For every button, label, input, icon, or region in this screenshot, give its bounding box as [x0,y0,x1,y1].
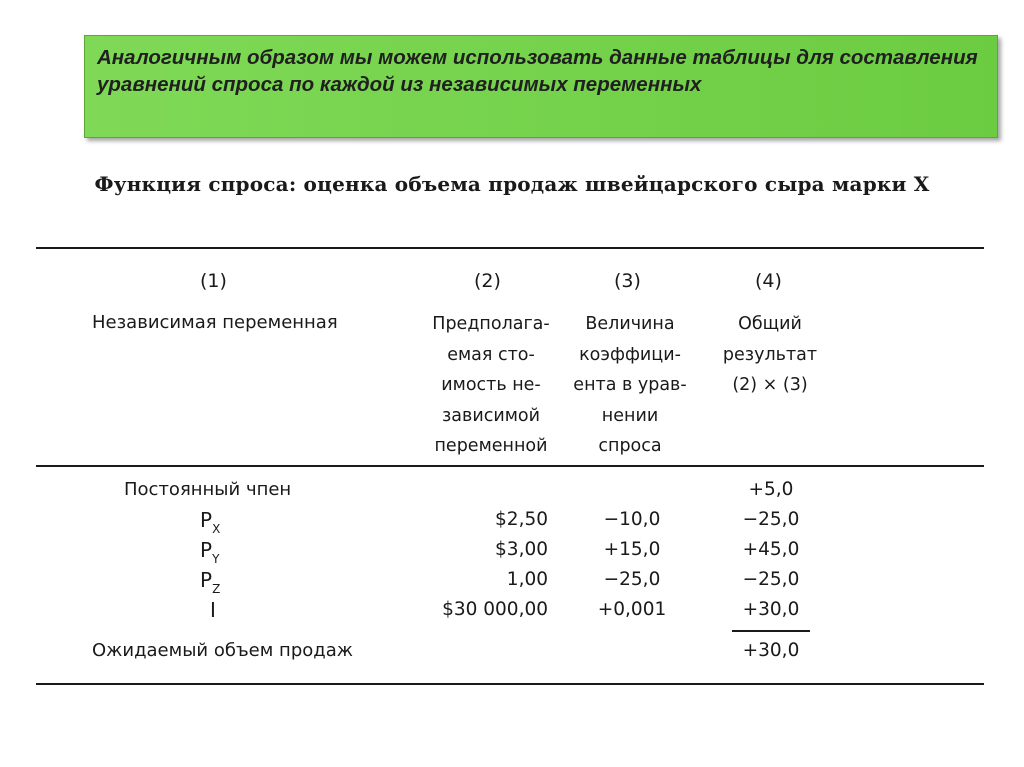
row-result-income: +30,0 [742,599,800,620]
row-var-py: $P_Y$ [200,538,220,566]
row-result-px: −25,0 [742,509,800,530]
row-coef-income: +0,001 [597,599,667,620]
top-rule [36,247,984,249]
header-total-result: Общий результат (2) × (3) [722,314,818,395]
header-coefficient: Величина коэффици- ента в урав- нении спроса [573,314,687,456]
sum-rule [732,630,810,632]
bottom-rule [36,683,984,685]
col-number-4: (4) [755,270,782,292]
row-value-income: $30 000,00 [442,599,548,620]
row-var-income: I [210,598,216,622]
header-independent-variable: Независимая переменная [92,312,338,333]
header-rule [36,465,984,467]
header-estimated-value: Предполага- емая сто- имость не- зависимой переменной [432,314,550,456]
col-number-2: (2) [474,270,501,292]
col-number-3: (3) [614,270,641,292]
table-title: Функция спроса: оценка объема продаж швейцарского сыра марки X [94,172,930,196]
row-value-pz: 1,00 [506,569,548,590]
row-var-px: $P_X$ [200,508,221,536]
row-label-constant: Постоянный чпен [124,479,292,500]
row-result-constant: +5,0 [748,479,794,500]
row-coef-px: −10,0 [603,509,661,530]
intro-banner [84,35,998,138]
total-result: +30,0 [742,640,800,661]
col-number-1: (1) [200,270,227,292]
row-value-px: $2,50 [495,509,548,530]
row-value-py: $3,00 [495,539,548,560]
row-coef-py: +15,0 [603,539,661,560]
row-result-pz: −25,0 [742,569,800,590]
banner-text: Аналогичным образом мы можем использовать данные таблицы для составления уравнений спроса по каждой из независимых переменных [97,46,978,96]
total-label: Ожидаемый объем продаж [92,640,353,661]
row-result-py: +45,0 [742,539,800,560]
row-coef-pz: −25,0 [603,569,661,590]
row-var-pz: $P_Z$ [200,568,221,596]
